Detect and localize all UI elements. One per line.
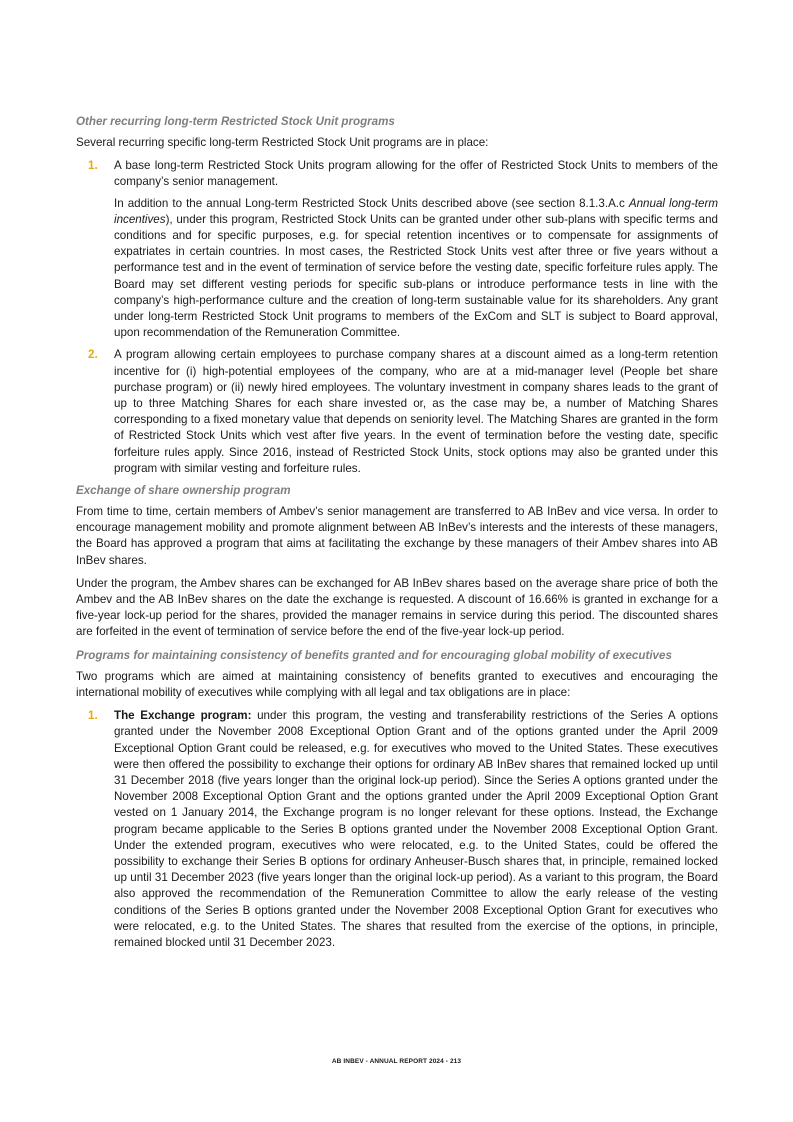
list-number: 2. [88, 348, 98, 362]
page-content [76, 114, 718, 957]
list-item-text: A base long-term Restricted Stock Units program allowing for the offer of Restricted Stock Units to members of the company’s senior management. [114, 159, 718, 189]
item-title: The Exchange program: [114, 709, 252, 723]
list-item-text [114, 708, 718, 951]
list-number: 1. [88, 709, 98, 723]
list-number: 1. [88, 159, 98, 173]
emphasis-text: Annual long-term incentives [114, 196, 718, 226]
list-item [76, 158, 718, 341]
text-run: under this program, the vesting and transferability restrictions of the Series A options granted under the November 2008 Exceptional Option Grant and of the options granted under the April 2009 Exceptional Option Grant could be released, e.g. for executives who moved to the United States. These executives were then offered the possibility to exchange their options for ordinary AB InBev shares that remained locked up until 31 December 2018 (five years longer than the original lock-up period). Since the Series A options granted under the November 2008 Exceptional Option Grant and the options granted under the April 2009 Exceptional Option Grant vested on 1 January 2014, the Exchange program is no longer relevant for these options. Instead, the Exchange program became applicable to the Series B options granted under the November 2008 Exceptional Option Grant. Under the extended program, executives who were relocated, e.g. to the United States, could be offered the possibility to exchange their Series B options for ordinary Anheuser-Busch shares that, in principle, remained locked up until 31 December 2023 (five years longer than the original lock-up period). As a variant to this program, the Board also approved the recommendation of the Remuneration Committee to allow the early release of the vesting conditions of the Series B options granted under the November 2008 Exceptional Option Grant for executives who were relocated, e.g. to the United States. The shares that resulted from the exercise of the options, in principle, remained blocked until 31 December 2023. [114, 709, 718, 949]
section-intro: Several recurring specific long-term Restricted Stock Unit programs are in place: [76, 136, 489, 149]
list-item [76, 347, 718, 477]
paragraph: Under the program, the Ambev shares can be exchanged for AB InBev shares based on the average share price of both the Ambev and the AB InBev shares on the date the exchange is requested. A discount of 16.66% is granted in exchange for a five-year lock-up period for the shares, provided the manager remains in service during this period. The discounted shares are forfeited in the event of termination of service before the end of the five-year lock-up period. [76, 576, 718, 639]
list-item-paragraph [114, 196, 718, 342]
list-item-text: A program allowing certain employees to purchase company shares at a discount aimed as a long-term retention incentive for (i) high-potential employees of the company, who are at a mid-manager level (People bet share purchase program) or (ii) newly hired employees. The voluntary investment in company shares leads to the grant of up to three Matching Shares for each share invested or, as the case may be, a number of Matching Shares corresponding to a fixed monetary value that depends on seniority level. The Matching Shares are granted in the form of Restricted Stock Units which vest after five years. In the event of termination before the vesting date, specific forfeiture rules apply. Since 2016, instead of Restricted Stock Units, stock options may also be granted under this program with similar vesting and forfeiture rules. [114, 348, 718, 475]
text-run: ), under this program, Restricted Stock Units can be granted under other sub-plans with specific terms and conditions and for specific purposes, e.g. for special retention incentives or to compensate for assignments of expatriates in certain countries. In most cases, the Restricted Stock Units vest after three or five years without a performance test and in the event of termination of service before the vesting date, specific forfeiture rules apply. The Board may set different vesting periods for specific sub-plans or introduce performance tests in line with the company’s high-performance culture and the creation of long-term sustainable value for its shareholders. Any grant under long-term Restricted Stock Unit programs to members of the ExCom and SLT is subject to Board approval, upon recommendation of the Remuneration Committee. [114, 212, 718, 340]
section-intro: Two programs which are aimed at maintaining consistency of benefits granted to executives and encouraging the international mobility of executives while complying with all legal and tax obligations are in place: [76, 669, 718, 699]
section-heading-exchange: Exchange of share ownership program [76, 484, 291, 498]
section-heading-programs: Programs for maintaining consistency of benefits granted and for encouraging global mobility of executives [76, 648, 672, 662]
page-footer: AB INBEV - ANNUAL REPORT 2024 - 213 [331, 1058, 462, 1065]
list-item [76, 708, 718, 951]
section-heading-rsu-programs: Other recurring long-term Restricted Stock Unit programs [76, 115, 395, 128]
text-run: In addition to the annual Long-term Restricted Stock Units described above (see section 8.1.3.A.c [114, 196, 629, 210]
paragraph: From time to time, certain members of Ambev’s senior management are transferred to AB InBev and vice versa. In order to encourage management mobility and promote alignment between AB InBev’s interests and the interests of these managers, the Board has approved a program that aims at facilitating the exchange by these managers of their Ambev shares into AB InBev shares. [76, 505, 718, 567]
